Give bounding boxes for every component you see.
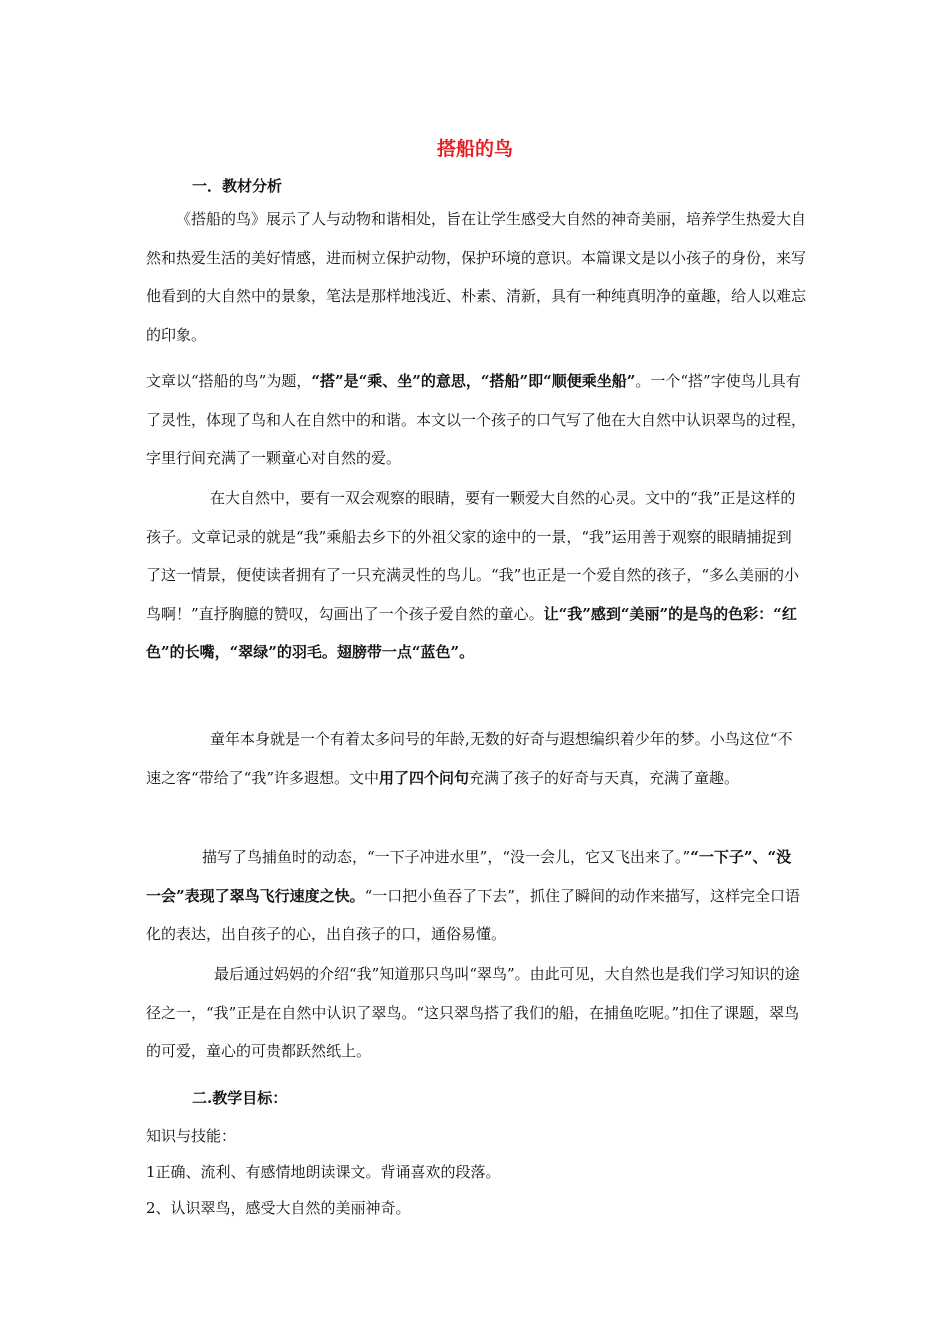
bold-text: “搭”是“乘、坐”的意思，“搭船”即“顺便乘坐船” bbox=[311, 372, 636, 390]
bold-text: “一下子”、“没一会”表现了翠鸟飞行速度之快。 bbox=[146, 848, 792, 905]
sub-heading-knowledge: 知识与技能： bbox=[146, 1127, 237, 1145]
paragraph-observation bbox=[146, 479, 806, 672]
section-heading-analysis: 一．教材分析 bbox=[192, 177, 283, 195]
paragraph-text: 。一个“搭”字使鸟儿具有了灵性，体现了鸟和人在自然中的和谐。本文以一个孩子的口气写了他在大自然中认识翠鸟的过程，字里行间充满了一颗童心对自然的爱。 bbox=[146, 372, 807, 467]
bold-text: 让“我”感到“美丽”的是鸟的色彩：“红色”的长嘴，“翠绿”的羽毛。翅膀带一点“蓝色”。 bbox=[146, 604, 797, 661]
paragraph-intro: 《搭船的鸟》展示了人与动物和谐相处，旨在让学生感受大自然的神奇美丽，培养学生热爱大自然和热爱生活的美好情感，进而树立保护动物，保护环境的意识。本篇课文是以小孩子的身份，来写他看到的大自然中的景象，笔法是那样地浅近、朴素、清新，具有一种纯真明净的童趣，给人以难忘的印象。 bbox=[146, 210, 807, 344]
document-title: 搭船的鸟 bbox=[436, 138, 513, 160]
paragraph-childhood bbox=[146, 720, 806, 797]
paragraph-text: 文章以“搭船的鸟”为题， bbox=[146, 372, 312, 390]
paragraph-text: 童年本身就是一个有着太多问号的年龄,无数的好奇与遐想编织着少年的梦。小鸟这位“不速之客“带给了“我”许多遐想。文中 bbox=[146, 730, 793, 787]
paragraph-title-meaning bbox=[146, 362, 806, 478]
list-item: 2、认识翠鸟，感受大自然的美丽神奇。 bbox=[146, 1199, 411, 1217]
section-heading-goals: 二.教学目标： bbox=[192, 1089, 288, 1107]
paragraph-text: 在大自然中，要有一双会观察的眼睛，要有一颗爱大自然的心灵。文中的“我”正是这样的孩子。文章记录的就是“我”乘船去乡下的外祖父家的途中的一景，“我”运用善于观察的眼睛捕捉到了这一情景，便使读者拥有了一只充满灵性的鸟儿。“我”也正是一个爱自然的孩子，“多么美丽的小鸟啊！”直抒胸臆的赞叹，勾画出了一个孩子爱自然的童心。 bbox=[146, 489, 800, 623]
paragraph-text: “一口把小鱼吞了下去”，抓住了瞬间的动作来描写，这样完全口语化的表达，出自孩子的心，出自孩子的口，通俗易懂。 bbox=[146, 886, 800, 943]
paragraph-text: 充满了孩子的好奇与天真，充满了童趣。 bbox=[469, 768, 740, 787]
list-item: 1正确、流利、有感情地朗读课文。背诵喜欢的段落。 bbox=[146, 1163, 501, 1181]
paragraph-text: 描写了鸟捕鱼时的动态，“一下子冲进水里”，“没一会儿，它又飞出来了。” bbox=[202, 848, 691, 866]
paragraph-fishing bbox=[146, 838, 806, 954]
bold-text: 用了四个问句 bbox=[379, 768, 470, 787]
paragraph-conclusion: 最后通过妈妈的介绍“我”知道那只鸟叫“翠鸟”。由此可见，大自然也是我们学习知识的途径之一，“我”正是在自然中认识了翠鸟。“这只翠鸟搭了我们的船，在捕鱼吃呢。”扣住了课题，翠鸟的可爱，童心的可贵都跃然纸上。 bbox=[146, 965, 800, 1060]
